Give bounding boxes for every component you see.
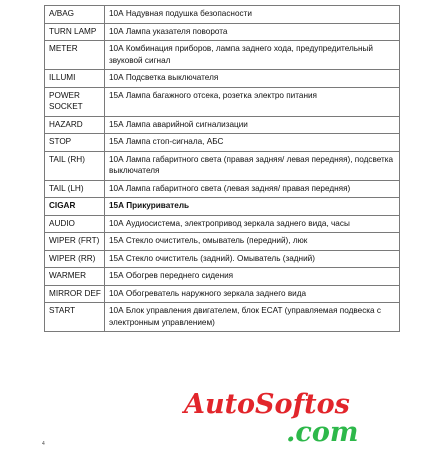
fuse-description: 15А Лампа стоп-сигнала, АБС [105, 134, 400, 152]
fuse-table [44, 5, 400, 332]
fuse-description: 15А Стекло очиститель, омыватель (передний), люк [105, 233, 400, 251]
fuse-description: 15А Стекло очиститель (задний). Омыватель (задний) [105, 250, 400, 268]
fuse-description: 15А Лампа багажного отсека, розетка электро питания [105, 87, 400, 116]
fuse-description: 15А Прикуриватель [105, 198, 400, 216]
page-number: 4 [42, 441, 45, 447]
table-row [45, 285, 400, 303]
watermark-line1: AutoSoftos [184, 389, 350, 420]
fuse-name: A/BAG [45, 6, 105, 24]
fuse-name: HAZARD [45, 116, 105, 134]
fuse-description: 10А Надувная подушка безопасности [105, 6, 400, 24]
fuse-description: 10А Аудиосистема, электропривод зеркала заднего вида, часы [105, 215, 400, 233]
fuse-name: TAIL (LH) [45, 180, 105, 198]
fuse-description: 10А Блок управления двигателем, блок ECAT (управляемая подвеска с электронным управлением) [105, 303, 400, 332]
table-row [45, 41, 400, 70]
fuse-name: POWER SOCKET [45, 87, 105, 116]
table-row [45, 215, 400, 233]
table-row [45, 116, 400, 134]
table-row [45, 6, 400, 24]
table-row [45, 151, 400, 180]
fuse-name: WIPER (FRT) [45, 233, 105, 251]
table-row [45, 134, 400, 152]
table-row [45, 250, 400, 268]
table-row [45, 198, 400, 216]
table-row [45, 303, 400, 332]
table-row [45, 70, 400, 88]
fuse-name: METER [45, 41, 105, 70]
fuse-description: 15А Обогрев переднего сидения [105, 268, 400, 286]
fuse-description: 10А Подсветка выключателя [105, 70, 400, 88]
fuse-description: 10А Обогреватель наружного зеркала заднего вида [105, 285, 400, 303]
table-row [45, 180, 400, 198]
fuse-name: WIPER (RR) [45, 250, 105, 268]
fuse-name: TURN LAMP [45, 23, 105, 41]
watermark-logo [178, 389, 438, 447]
table-row [45, 87, 400, 116]
table-row [45, 23, 400, 41]
fuse-description: 10А Комбинация приборов, лампа заднего хода, предупредительный звуковой сигнал [105, 41, 400, 70]
fuse-description: 10А Лампа габаритного света (правая задняя/ левая передняя), подсветка выключателя [105, 151, 400, 180]
fuse-name: WARMER [45, 268, 105, 286]
fuse-description: 10А Лампа указателя поворота [105, 23, 400, 41]
fuse-name: ILLUMI [45, 70, 105, 88]
table-row [45, 268, 400, 286]
fuse-name: STOP [45, 134, 105, 152]
fuse-name: START [45, 303, 105, 332]
fuse-description: 10А Лампа габаритного света (левая задняя/ правая передняя) [105, 180, 400, 198]
fuse-description: 15А Лампа аварийной сигнализации [105, 116, 400, 134]
fuse-name: TAIL (RH) [45, 151, 105, 180]
fuse-name: MIRROR DEF [45, 285, 105, 303]
fuse-table-body [45, 6, 400, 332]
table-row [45, 233, 400, 251]
fuse-name: CIGAR [45, 198, 105, 216]
fuse-name: AUDIO [45, 215, 105, 233]
watermark-line2: .com [286, 417, 359, 447]
